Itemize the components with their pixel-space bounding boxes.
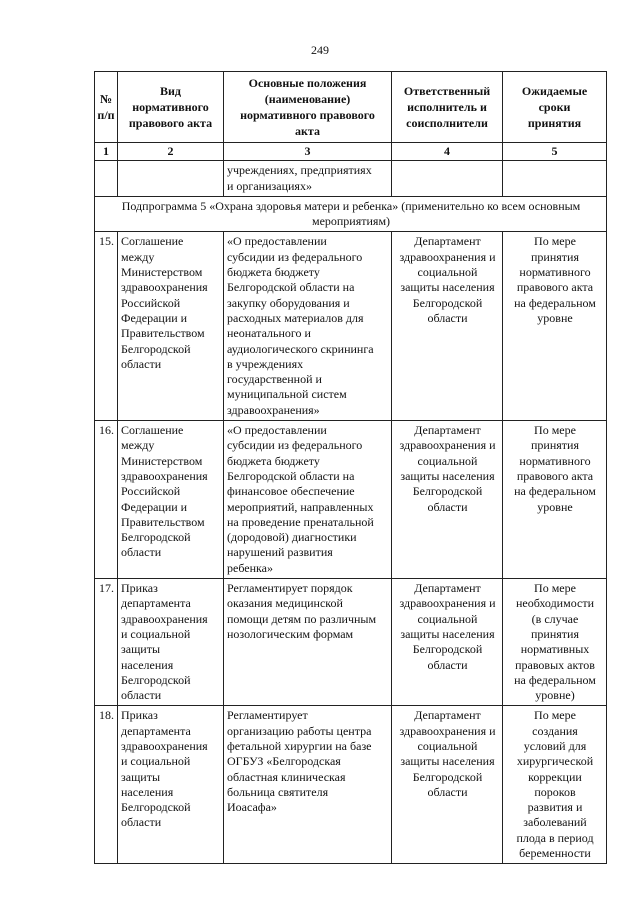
responsible: Департамент здравоохранения и социальной защиты населения Белгородской области — [392, 232, 503, 421]
subprogram-title: Подпрограмма 5 «Охрана здоровья матери и ребенка» (применительно ко всем основным мероприятиям) — [95, 196, 607, 232]
act-type: Приказ департамента здравоохранения и социальной защиты населения Белгородской области — [118, 579, 224, 706]
column-number: 1 — [95, 143, 118, 161]
row-number: 16. — [95, 421, 118, 579]
header-number: № п/п — [95, 72, 118, 143]
row-number: 17. — [95, 579, 118, 706]
table-row — [95, 706, 607, 864]
continuation-row — [95, 161, 607, 197]
responsible: Департамент здравоохранения и социальной защиты населения Белгородской области — [392, 706, 503, 864]
header-responsible: Ответственный исполнитель и соисполнители — [392, 72, 503, 143]
act-type: Приказ департамента здравоохранения и социальной защиты населения Белгородской области — [118, 706, 224, 864]
column-number: 3 — [224, 143, 392, 161]
responsible: Департамент здравоохранения и социальной защиты населения Белгородской области — [392, 421, 503, 579]
header-act-type: Вид нормативного правового акта — [118, 72, 224, 143]
page-number: 249 — [311, 43, 329, 57]
deadline: По мере принятия нормативного правового акта на федеральном уровне — [503, 232, 607, 421]
subprogram-row — [95, 196, 607, 232]
row-number: 18. — [95, 706, 118, 864]
responsible: Департамент здравоохранения и социальной защиты населения Белгородской области — [392, 579, 503, 706]
continuation-content: учреждениях, предприятиях и организациях» — [224, 161, 392, 197]
act-content: «О предоставлении субсидии из федерального бюджета бюджету Белгородской области на финансовое обеспечение мероприятий, направленных на проведение пренатальной (дородовой) диагностики нарушений развития ребенка» — [224, 421, 392, 579]
column-number: 5 — [503, 143, 607, 161]
header-main-provisions: Основные положения (наименование) нормативного правового акта — [224, 72, 392, 143]
act-content: Регламентирует организацию работы центра фетальной хирургии на базе ОГБУЗ «Белгородская областная клиническая больница святителя Иоасафа» — [224, 706, 392, 864]
deadline: По мере принятия нормативного правового акта на федеральном уровне — [503, 421, 607, 579]
table-row — [95, 421, 607, 579]
act-content: Регламентирует порядок оказания медицинской помощи детям по различным нозологическим формам — [224, 579, 392, 706]
header-deadline: Ожидаемые сроки принятия — [503, 72, 607, 143]
column-number: 2 — [118, 143, 224, 161]
legal-acts-table — [94, 71, 607, 864]
act-type: Соглашение между Министерством здравоохранения Российской Федерации и Правительством Белгородской области — [118, 421, 224, 579]
act-content: «О предоставлении субсидии из федерального бюджета бюджету Белгородской области на закупку оборудования и расходных материалов для неонатального и аудиологического скрининга в учреждениях государственной и муниципальной систем здравоохранения» — [224, 232, 392, 421]
column-numbers-row — [95, 143, 607, 161]
deadline: По мере создания условий для хирургической коррекции пороков развития и заболеваний плода в период беременности — [503, 706, 607, 864]
act-type: Соглашение между Министерством здравоохранения Российской Федерации и Правительством Белгородской области — [118, 232, 224, 421]
deadline: По мере необходимости (в случае принятия нормативных правовых актов на федеральном уровне) — [503, 579, 607, 706]
table-row — [95, 579, 607, 706]
row-number: 15. — [95, 232, 118, 421]
table-row — [95, 232, 607, 421]
column-number: 4 — [392, 143, 503, 161]
table-header-row — [95, 72, 607, 143]
